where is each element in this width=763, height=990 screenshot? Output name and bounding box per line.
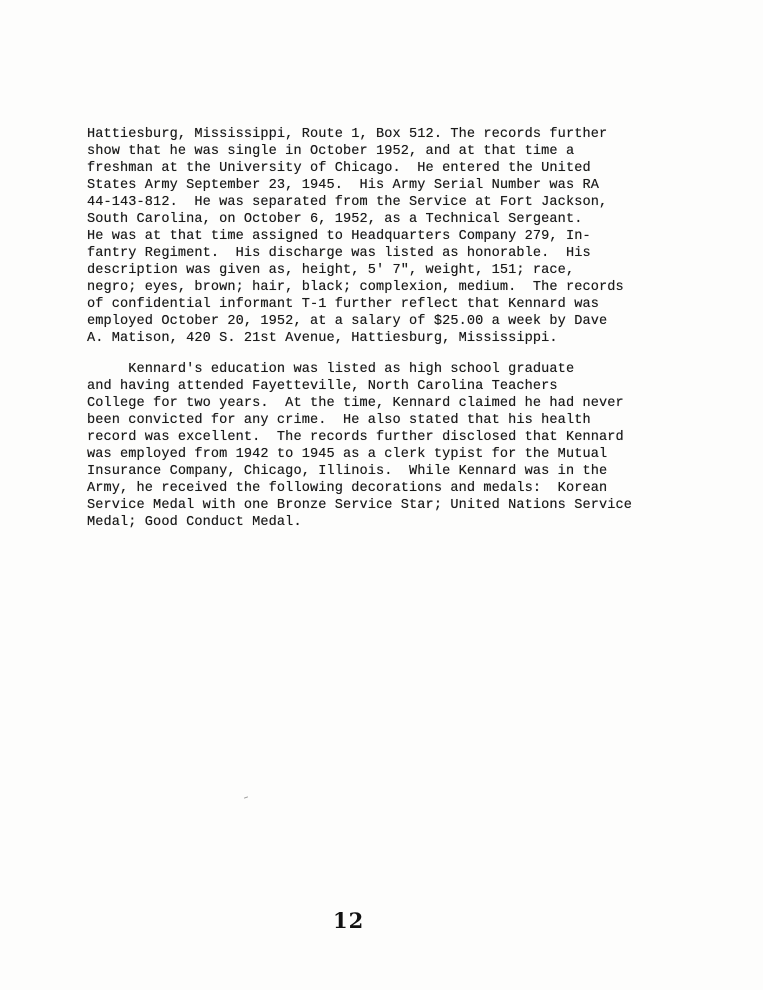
text-line: He was at that time assigned to Headquarters Company 279, In- xyxy=(87,229,591,244)
text-line: Medal; Good Conduct Medal. xyxy=(87,515,302,530)
text-line: was employed from 1942 to 1945 as a clerk typist for the Mutual xyxy=(87,447,608,462)
text-line: freshman at the University of Chicago. He entered the United xyxy=(87,161,591,176)
text-line: show that he was single in October 1952, and at that time a xyxy=(87,144,575,159)
text-line: A. Matison, 420 S. 21st Avenue, Hattiesburg, Mississippi. xyxy=(87,331,558,346)
text-line: record was excellent. The records further disclosed that Kennard xyxy=(87,430,624,445)
page-number: 12 xyxy=(333,908,365,933)
text-line: Insurance Company, Chicago, Illinois. While Kennard was in the xyxy=(87,464,608,479)
text-line: been convicted for any crime. He also stated that his health xyxy=(87,413,591,428)
text-line: Kennard's education was listed as high school graduate xyxy=(87,362,575,377)
text-line: fantry Regiment. His discharge was listed as honorable. His xyxy=(87,246,591,261)
text-line: College for two years. At the time, Kennard claimed he had never xyxy=(87,396,624,411)
text-line: Service Medal with one Bronze Service Star; United Nations Service xyxy=(87,498,632,513)
text-line: negro; eyes, brown; hair, black; complexion, medium. The records xyxy=(87,280,624,295)
text-line: South Carolina, on October 6, 1952, as a Technical Sergeant. xyxy=(87,212,583,227)
text-line: States Army September 23, 1945. His Army Serial Number was RA xyxy=(87,178,599,193)
text-line: Army, he received the following decorations and medals: Korean xyxy=(87,481,608,496)
scan-speck xyxy=(244,796,248,798)
text-line: 44-143-812. He was separated from the Service at Fort Jackson, xyxy=(87,195,608,210)
text-line: of confidential informant T-1 further reflect that Kennard was xyxy=(87,297,599,312)
text-line: description was given as, height, 5' 7", weight, 151; race, xyxy=(87,263,575,278)
text-line: Hattiesburg, Mississippi, Route 1, Box 512. The records further xyxy=(87,127,608,142)
text-line: employed October 20, 1952, at a salary of $25.00 a week by Dave xyxy=(87,314,608,329)
text-line: and having attended Fayetteville, North Carolina Teachers xyxy=(87,379,558,394)
